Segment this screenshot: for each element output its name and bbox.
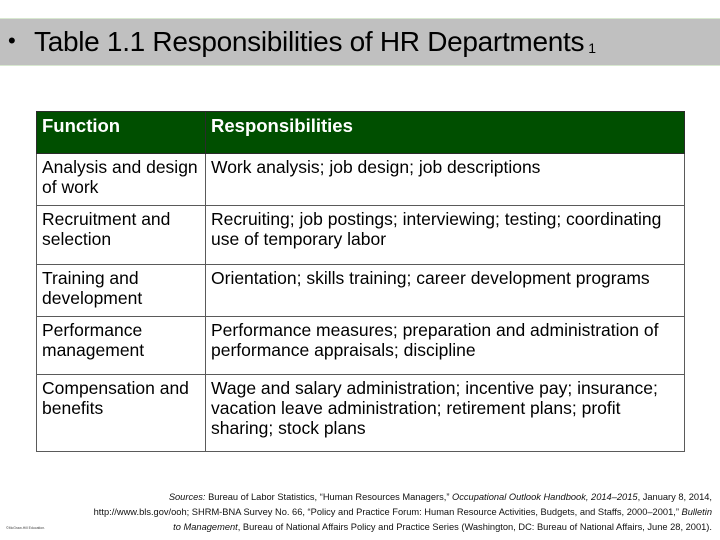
responsibilities-cell xyxy=(206,317,685,375)
copyright-notice: ©McGraw-Hill Education. xyxy=(6,526,46,530)
responsibilities-cell xyxy=(206,206,685,265)
sources-text-3: , Bureau of National Affairs Policy and Practice Series (Washington, DC: Bureau of National Affairs, June 28, 2001). xyxy=(237,522,712,532)
responsibilities-text: Recruiting; job postings; interviewing; testing; coordinating use of temporary labor xyxy=(211,209,662,249)
table-header-row xyxy=(37,112,685,154)
sources-publication-2: Bulletin to Management xyxy=(173,507,712,532)
function-text: Analysis and design of work xyxy=(42,157,198,197)
function-text: Training and development xyxy=(42,268,143,308)
responsibilities-cell xyxy=(206,375,685,452)
function-cell xyxy=(37,317,206,375)
function-cell xyxy=(37,375,206,452)
hr-responsibilities-table xyxy=(36,111,685,452)
slide-title-text: Table 1.1 Responsibilities of HR Departments xyxy=(34,26,585,57)
function-text: Recruitment and selection xyxy=(42,209,171,249)
slide-title xyxy=(34,25,596,65)
function-text: Compensation and benefits xyxy=(42,378,189,418)
function-cell xyxy=(37,206,206,265)
responsibilities-text: Orientation; skills training; career development programs xyxy=(211,268,650,288)
sources-label: Sources: xyxy=(168,492,206,502)
function-cell xyxy=(37,154,206,206)
sources-citation xyxy=(92,490,712,535)
responsibilities-text: Performance measures; preparation and administration of performance appraisals; discipline xyxy=(211,320,659,360)
responsibilities-text: Wage and salary administration; incentive pay; insurance; vacation leave administration; retirement plans; profit sharing; stock plans xyxy=(211,378,658,438)
column-header-function: Function xyxy=(37,112,206,154)
sources-text-2: , January 8, 2014, http://www.bls.gov/ooh; SHRM-BNA Survey No. 66, “Policy and Practice Forum: Human Resource Activities, Budgets, and Staffs, 2000–2001,” xyxy=(93,492,712,517)
column-header-responsibilities: Responsibilities xyxy=(206,112,685,154)
table-row xyxy=(37,206,685,265)
slide-title-footnote: 1 xyxy=(588,40,596,56)
table-row xyxy=(37,317,685,375)
function-cell xyxy=(37,265,206,317)
slide-title-bar xyxy=(0,18,720,66)
sources-publication-1: Occupational Outlook Handbook, 2014–2015 xyxy=(452,492,638,502)
table-row xyxy=(37,265,685,317)
sources-text-1: Bureau of Labor Statistics, “Human Resources Managers,” xyxy=(205,492,452,502)
table-row xyxy=(37,154,685,206)
table-row xyxy=(37,375,685,452)
bullet-icon: • xyxy=(8,28,16,53)
responsibilities-text: Work analysis; job design; job descriptions xyxy=(211,157,541,177)
responsibilities-cell xyxy=(206,265,685,317)
function-text: Performance management xyxy=(42,320,145,360)
responsibilities-cell xyxy=(206,154,685,206)
